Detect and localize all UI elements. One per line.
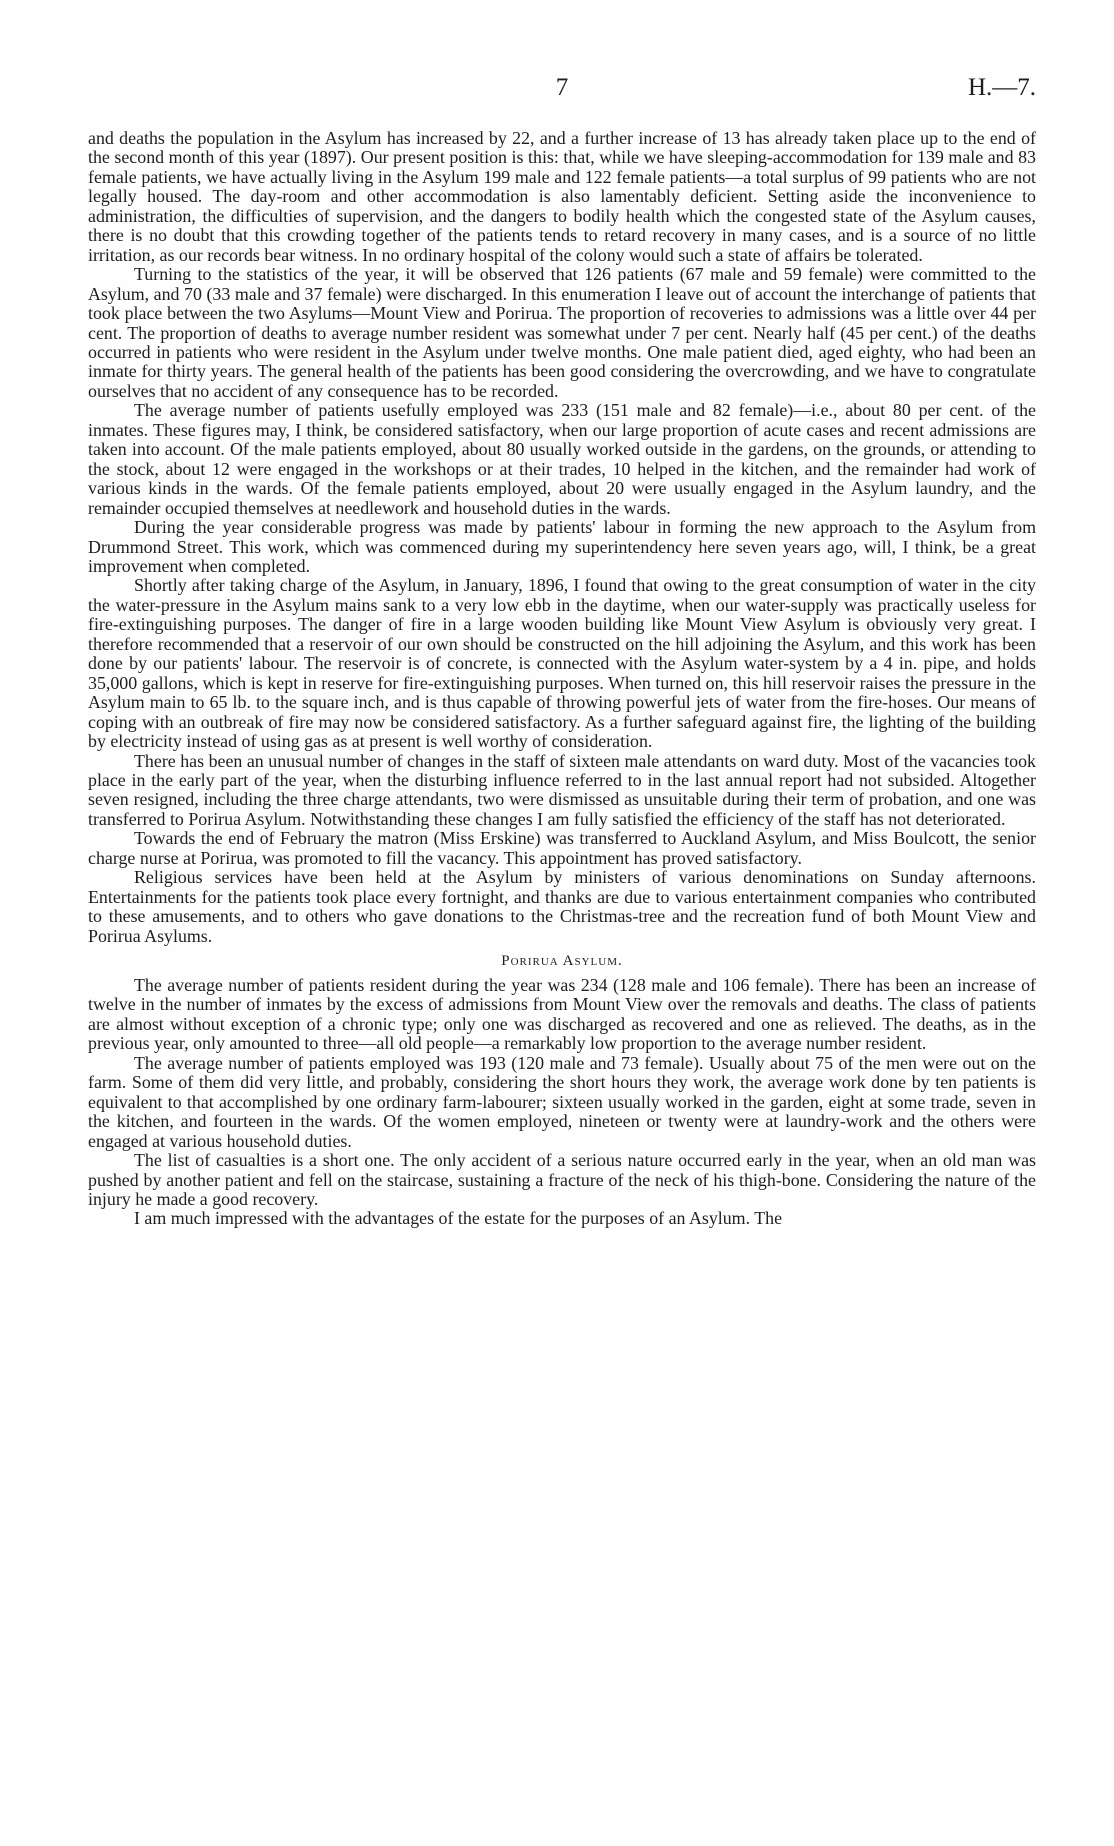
paragraph: The list of casualties is a short one. The only accident of a serious nature occurred early in the year, when an old man was pushed by another patient and fell on the staircase, sustaining a fracture of the neck of his thigh-bone. Considering the nature of the injury he made a good recovery. [88,1150,1036,1210]
paragraph: Turning to the statistics of the year, it will be observed that 126 patients (67 male and 59 female) were committed to the Asylum, and 70 (33 male and 37 female) were discharged. In this enumeration I leave out of account the interchange of patients that took place between the two Asylums—Mount View and Porirua. The proportion of recoveries to admissions was a little over 44 per cent. The proportion of deaths to average number resident was somewhat under 7 per cent. Nearly half (45 per cent.) of the deaths occurred in patients who were resident in the Asylum under twelve months. One male patient died, aged eighty, who had been an inmate for thirty years. The general health of the patients has been good considering the overcrowding, and we have to congratulate ourselves that no accident of any consequence has to be recorded. [88,264,1036,401]
paragraph: Towards the end of February the matron (Miss Erskine) was transferred to Auckland Asylum, and Miss Boulcott, the senior charge nurse at Porirua, was promoted to fill the vacancy. This appointment has proved satisfactory. [88,828,1036,868]
page-number: 7 [555,74,569,101]
paragraph: During the year considerable progress was made by patients' labour in forming the new approach to the Asylum from Drummond Street. This work, which was commenced during my superintendency here seven years ago, will, I think, be a great improvement when completed. [88,517,1036,576]
document-reference: H.—7. [967,74,1036,101]
paragraph: The average number of patients usefully employed was 233 (151 male and 82 female)—i.e., about 80 per cent. of the inmates. These figures may, I think, be considered satisfactory, when our large proportion of acute cases and recent admissions are taken into account. Of the male patients employed, about 80 usually worked outside in the gardens, on the grounds, or attending to the stock, about 12 were engaged in the workshops or at their trades, 10 helped in the kitchen, and the remainder had work of various kinds in the wards. Of the female patients employed, about 20 were usually engaged in the Asylum laundry, and the remainder occupied themselves at needlework and household duties in the wards. [88,400,1036,518]
paragraph: The average number of patients resident during the year was 234 (128 male and 106 female). There has been an increase of twelve in the number of inmates by the excess of admissions from Mount View over the removals and deaths. The class of patients are almost without exception of a chronic type; only one was discharged as recovered and one as relieved. The deaths, as in the previous year, only amounted to three—all old people—a remarkably low proportion to the average number resident. [88,975,1036,1054]
body-text [88,129,1036,1229]
page-header [88,74,1036,108]
paragraph: I am much impressed with the advantages of the estate for the purposes of an Asylum. The [134,1208,783,1229]
paragraph: Shortly after taking charge of the Asylum, in January, 1896, I found that owing to the great consumption of water in the city the water-pressure in the Asylum mains sank to a very low ebb in the daytime, when our water-supply was practically useless for fire-extinguishing purposes. The danger of fire in a large wooden building like Mount View Asylum is obviously very great. I therefore recommended that a reservoir of our own should be constructed on the hill adjoining the Asylum, and this work has been done by our patients' labour. The reservoir is of concrete, is connected with the Asylum water-system by a 4 in. pipe, and holds 35,000 gallons, which is kept in reserve for fire-extinguishing purposes. When turned on, this hill reservoir raises the pressure in the Asylum main to 65 lb. to the square inch, and is thus capable of throwing powerful jets of water from the fire-hoses. Our means of coping with an outbreak of fire may now be considered satisfactory. As a further safeguard against fire, the lighting of the building by electricity instead of using gas as at present is well worthy of consideration. [88,575,1036,752]
paragraph: There has been an unusual number of changes in the staff of sixteen male attendants on ward duty. Most of the vacancies took place in the early part of the year, when the disturbing influence referred to in the last annual report had not subsided. Altogether seven resigned, including the three charge attendants, two were dismissed as unsuitable during their term of probation, and one was transferred to Porirua Asylum. Notwithstanding these changes I am fully satisfied the efficiency of the staff has not deteriorated. [88,750,1036,829]
paragraph: The average number of patients employed was 193 (120 male and 73 female). Usually about 75 of the men were out on the farm. Some of them did very little, and probably, considering the short hours they work, the average work done by ten patients is equivalent to that accomplished by one ordinary farm-labourer; sixteen usually worked in the garden, eight at some trade, seven in the kitchen, and fourteen in the wards. Of the women employed, nineteen or twenty were at laundry-work and the others were engaged at various household duties. [88,1052,1036,1151]
section-heading: Porirua Asylum. [501,953,623,970]
paragraph: and deaths the population in the Asylum has increased by 22, and a further increase of 13 has already taken place up to the end of the second month of this year (1897). Our present position is this: that, while we have sleeping-accommodation for 139 male and 83 female patients, we have actually living in the Asylum 199 male and 122 female patients—a total surplus of 99 patients who are not legally housed. The day-room and other accommodation is also lamentably deficient. Setting aside the inconvenience to administration, the difficulties of supervision, and the dangers to bodily health which the congested state of the Asylum causes, there is no doubt that this crowding together of the patients tends to retard recovery in many cases, and is a source of no little irritation, as our records bear witness. In no ordinary hospital of the colony would such a state of affairs be tolerated. [88,128,1036,265]
paragraph: Religious services have been held at the Asylum by ministers of various denominations on Sunday afternoons. Entertainments for the patients took place every fortnight, and thanks are due to various entertainment companies who contributed to these amusements, and to others who gave donations to the Christmas-tree and the recreation fund of both Mount View and Porirua Asylums. [88,867,1036,946]
